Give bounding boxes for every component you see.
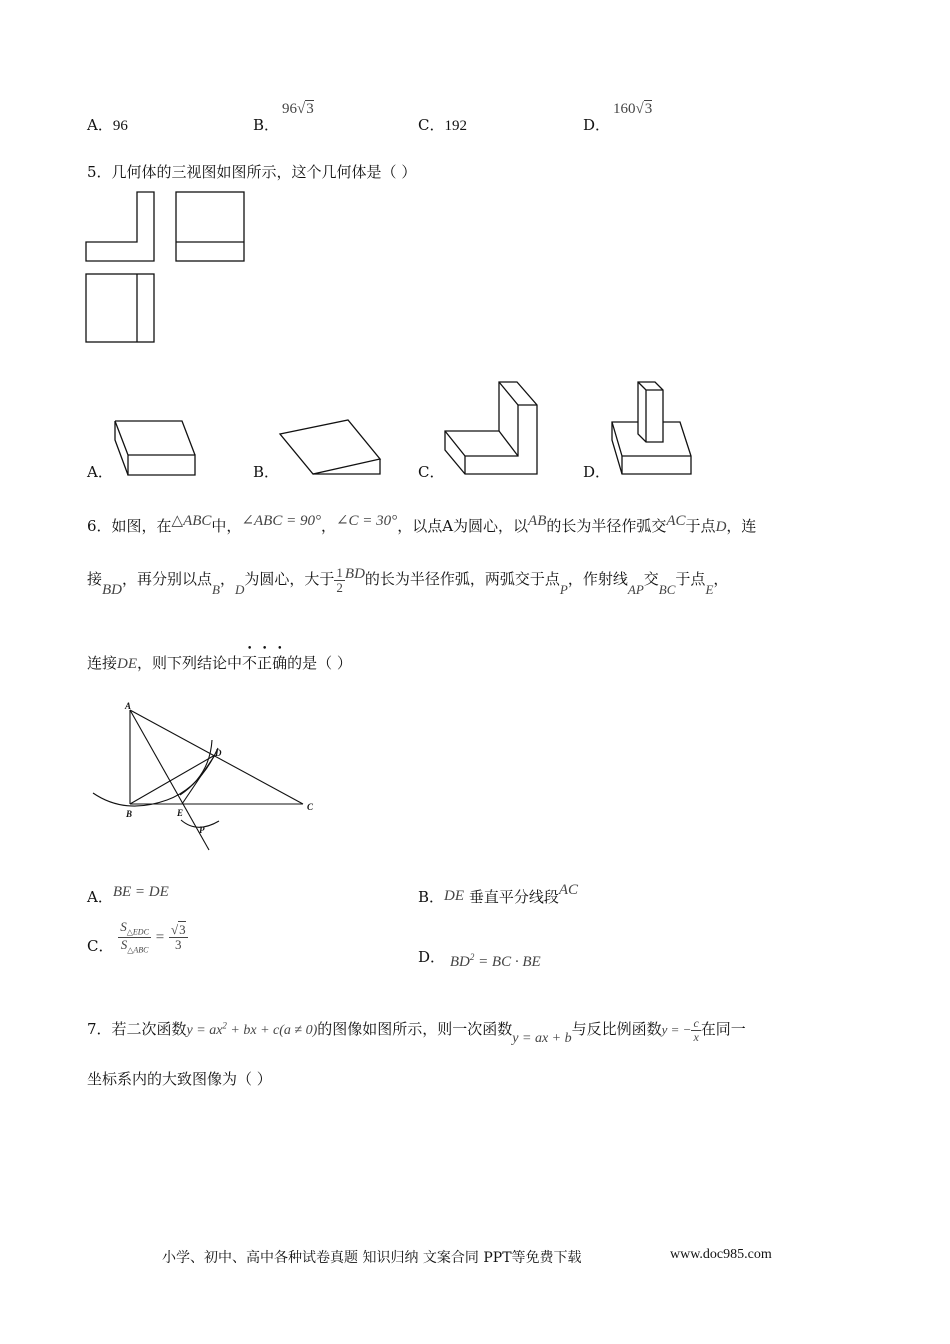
q4-option-b-value: 96√3	[282, 101, 314, 117]
footer-url[interactable]: www.doc985.com	[670, 1247, 772, 1262]
label-c: C	[307, 802, 314, 812]
q5-shape-c	[445, 382, 537, 474]
top-view	[86, 274, 154, 342]
label-a: A	[125, 701, 132, 711]
segment-bd	[130, 755, 215, 804]
q5-stem: 5．几何体的三视图如图所示，这个几何体是（ ）	[87, 163, 417, 181]
q5-shape-d	[612, 382, 691, 474]
q6-option-d: D． $BD^2$ = BC · BE	[418, 948, 541, 970]
q5-shape-b	[280, 420, 380, 474]
q5-option-c: C．	[418, 463, 445, 481]
q5-three-views	[80, 185, 260, 350]
q4-option-a: A．96	[87, 116, 128, 134]
q5-option-b: B．	[253, 463, 280, 481]
q6-option-c: C． $\frac{S_{\triangle EDC}}{S_{\triangle ABC}}$ = $\frac{√3}{3}$	[87, 919, 186, 956]
q4-option-d-value: 160√3	[613, 101, 653, 117]
q7-line2: 坐标系内的大致图像为（ ）	[87, 1070, 272, 1088]
q5-option-a: A．	[87, 463, 113, 481]
label-p: P	[199, 825, 205, 835]
label-e: E	[177, 808, 184, 818]
q4-option-c: C．192	[418, 116, 467, 134]
side-view	[176, 192, 244, 261]
label-d: D	[215, 748, 222, 758]
footer-text: 小学、初中、高中各种试卷真题 知识归纳 文案合同 PPT等免费下载	[162, 1250, 582, 1266]
q6-line1: 6．如图，在△ABC中，∠ABC = 90°，∠C = 30°，以点A为圆心，以AB的长为半径作弧交AC于点D，连	[87, 513, 757, 535]
q6-option-a: A．BE = DE	[87, 884, 169, 906]
q7-line1: 7．若二次函数$y = ax^2$ + bx + c(a ≠ 0)的图像如图所示，则一次函数y = ax + b与反比例函数y = − $\frac{c}{x}$ 在同一	[87, 1016, 746, 1047]
q5-shape-a	[115, 421, 195, 475]
q4-option-b: B．	[253, 116, 280, 134]
front-view-l-shape	[86, 192, 154, 261]
q6-option-b: B．DE 垂直平分线段AC	[418, 882, 578, 906]
q6-triangle-figure	[85, 700, 335, 860]
q6-line3: 连接DE，则下列结论中不正确的是（ ）	[87, 654, 352, 672]
q6-line2: 接BD，再分别以点B，D为圆心，大于 $\frac{1}{2}$ BD的长为半径作弧，两弧交于点P，作射线AP交BC于点E，	[87, 565, 729, 599]
label-b: B	[126, 809, 133, 819]
q4-option-d: D．	[583, 116, 611, 134]
q5-option-d: D．	[583, 463, 611, 481]
